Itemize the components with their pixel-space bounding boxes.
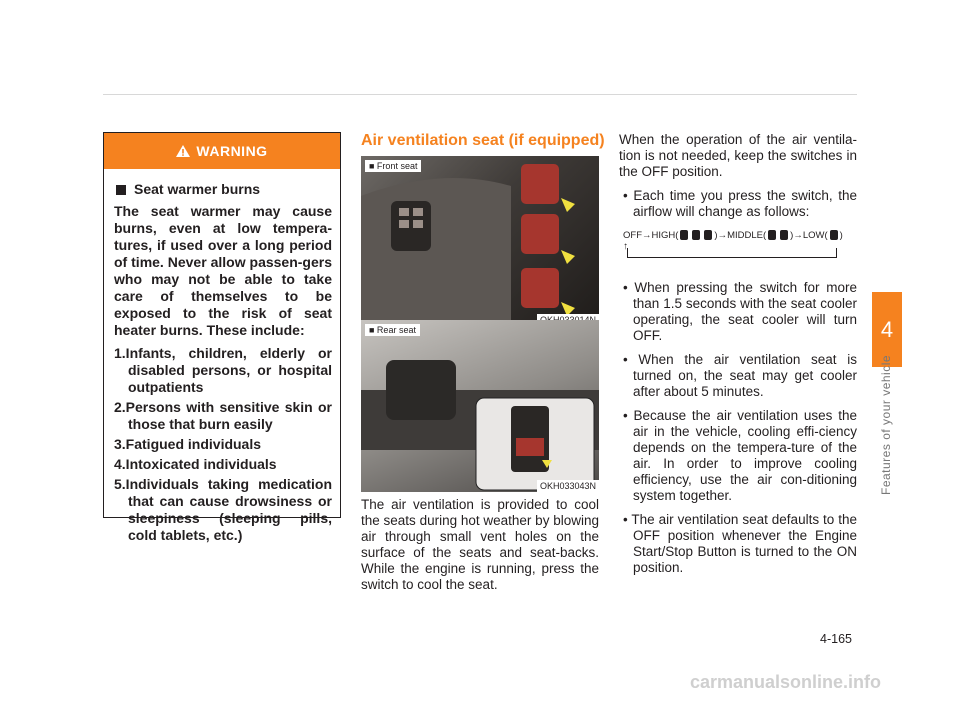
warning-triangle-icon — [176, 145, 190, 157]
rear-photo-code: OKH033043N — [537, 480, 599, 492]
flow-off: OFF — [623, 230, 642, 241]
warning-text: The seat warmer may cause burns, even at low tempera-tures, if used over a long period of time. Never allow passen-gers who may not be able to take care of themselves to be exposed to the risk of seat heater burns. These include: — [114, 203, 332, 338]
warning-item: 2.Persons with sensitive skin or those that burn easily — [114, 399, 332, 432]
vent-icon — [680, 230, 688, 240]
vent-icon — [830, 230, 838, 240]
warning-title — [114, 181, 332, 197]
rear-seat-label: ■ Rear seat — [365, 324, 420, 336]
right-bullets-top — [619, 188, 857, 220]
up-arrow-icon: ↑ — [623, 241, 628, 252]
bullet-item: • The air ventilation seat defaults to the OFF position whenever the Engine Start/Stop Button is turned to the ON position. — [623, 512, 857, 575]
section-title: Air ventilation seat (if equipped) — [361, 132, 605, 149]
top-rule — [103, 94, 857, 95]
front-seat-switch-illustration — [361, 156, 599, 326]
front-seat-label: ■ Front seat — [365, 160, 421, 172]
warning-item: 1.Infants, children, elderly or disabled persons, or hospital outpatients — [114, 345, 332, 395]
warning-item: 5.Individuals taking medication that can cause drowsiness or sleepiness (sleeping pills, cold tablets, etc.) — [114, 476, 332, 543]
warning-item: 4.Intoxicated individuals — [114, 456, 277, 472]
right-column — [619, 132, 857, 584]
footer-watermark: carmanualsonline.info — [690, 672, 882, 692]
flow-high: HIGH( — [651, 230, 679, 241]
flow-middle: MIDDLE( — [727, 230, 767, 241]
bullet-item: • Each time you press the switch, the airflow will change as follows: — [623, 188, 857, 219]
front-seat-photo — [361, 156, 599, 326]
bullet-item: • Because the air ventilation uses the air in the vehicle, cooling effi-ciency depends on the tempera-ture of the air. In order to improve cooling efficiency, use the air con-ditioning system together. — [623, 408, 857, 503]
airflow-sequence: OFF→HIGH( )→MIDDLE( )→LOW( ) ↑ — [619, 228, 857, 272]
chapter-number: 4 — [880, 316, 894, 342]
vent-icon — [768, 230, 776, 240]
bullet-item: • When pressing the switch for more than 1.5 seconds with the seat cooler operating, the seat cooler will turn OFF. — [623, 280, 857, 343]
flow-return-line — [627, 248, 837, 258]
warning-item: 3.Fatigued individuals — [114, 436, 262, 452]
section-side-text: Features of your vehicle — [879, 354, 893, 495]
rear-seat-photo — [361, 320, 599, 492]
vent-icon — [692, 230, 700, 240]
warning-list — [114, 345, 332, 544]
warning-header-text: WARNING — [196, 143, 268, 159]
vent-icon — [704, 230, 712, 240]
square-bullet-icon — [116, 185, 126, 195]
warning-box — [103, 132, 341, 543]
warning-title-text: Seat warmer burns — [134, 181, 261, 197]
right-bullets — [619, 280, 857, 576]
flow-low: LOW( — [802, 230, 828, 241]
vent-icon — [780, 230, 788, 240]
page-number: 4-165 — [820, 632, 852, 646]
warning-header — [104, 133, 340, 169]
bullet-item: • When the air ventilation seat is turned on, the seat may get cooler after about 5 minutes. — [623, 352, 857, 399]
right-intro: When the operation of the air ventila-tion is not needed, keep the switches in the OFF position. — [619, 132, 857, 179]
rear-seat-switch-illustration — [361, 320, 599, 492]
section-body: The air ventilation is provided to cool the seats during hot weather by blowing air through small vent holes on the surface of the seats and seat-backs. While the engine is running, press the switch to cool the seat. — [361, 497, 599, 592]
